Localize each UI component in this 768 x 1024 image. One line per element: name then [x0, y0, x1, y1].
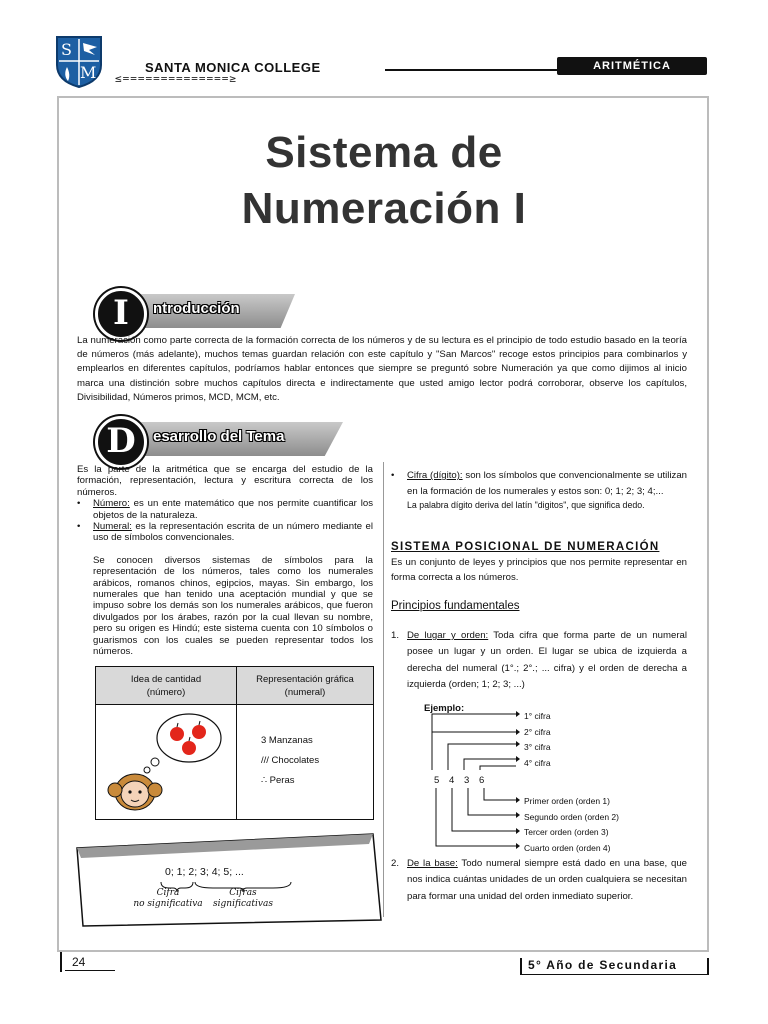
bullet-cifra: [391, 468, 687, 499]
lugar-orden-definition: Toda cifra que forma parte de un numeral posee un lugar y un orden. El lugar se ubica de izquierda a derecha del numeral (1°.; 2°.; ... cifra) y el orden de derecha a izquierda (orden; 1; 2; 3; ...): [407, 630, 688, 691]
principle-row: [391, 628, 687, 694]
header-text: Idea de cantidad: [130, 673, 202, 685]
sistema-heading: SISTEMA POSICIONAL DE NUMERACIÓN: [391, 541, 660, 553]
principle-text: [407, 628, 687, 694]
label-text: Cifra: [156, 888, 180, 898]
orden-label: Primer orden (orden 1): [524, 796, 610, 806]
cifra-labels: [524, 709, 551, 771]
banner-heading: ntroducción: [153, 300, 240, 317]
digit: 6: [479, 775, 485, 786]
principle-number: 1.: [391, 630, 400, 641]
left-column: [77, 464, 373, 658]
bullet-text: [407, 468, 687, 499]
cifra-note: La palabra dígito deriva del latín "digitos", que significa dedo.: [407, 500, 645, 510]
header-text: (número): [146, 686, 186, 698]
banner-initial: I: [95, 288, 147, 340]
principle-1: [391, 628, 687, 694]
principios-heading: Principios fundamentales: [391, 600, 520, 612]
right-column-top: [391, 468, 687, 511]
bullet-dot: •: [77, 498, 81, 510]
cifra-box: [73, 830, 385, 930]
row-peras: ∴ Peras: [261, 775, 295, 786]
cifra-definition: son los símbolos que convencionalmente se utilizan en la formación de los numerales y estos son: 0; 1; 2; 3; 4;...: [407, 470, 687, 497]
cifra-label-left: [128, 888, 208, 910]
title-line-2: Numeración I: [241, 184, 527, 233]
numeral-cell: [237, 705, 374, 820]
numero-definition: es un ente matemático que nos permite cuantificar los objetos de la naturaleza.: [93, 498, 373, 521]
bullet-dot: •: [77, 521, 81, 533]
grade-label: 5° Año de Secundaria: [528, 958, 678, 972]
banner-initial: D: [95, 416, 147, 468]
footer-rule: [65, 970, 115, 971]
row-chocolates: /// Chocolates: [261, 755, 320, 766]
bullet-dot: •: [391, 470, 395, 481]
banner-heading: esarrollo del Tema: [153, 428, 285, 445]
cifra-digits: 0; 1; 2; 3; 4; 5; ...: [165, 866, 244, 878]
term-base: De la base:: [407, 858, 458, 869]
cifra-label: 1° cifra: [524, 711, 551, 721]
table-header-cell: [96, 667, 237, 705]
header-decoration: ≤==============≥: [115, 72, 237, 85]
subject-tab: ARITMÉTICA: [557, 57, 707, 75]
cifra-label: 4° cifra: [524, 757, 551, 768]
term-cifra: Cifra (dígito):: [407, 470, 463, 481]
page-number: 24: [72, 955, 86, 969]
base-definition: Todo numeral siempre está dado en una base, que nos indica cuántas unidades de un orden cualquiera se necesitan para formar una unidad del orden inmediato superior.: [407, 858, 688, 902]
ejemplo-label: Ejemplo:: [424, 703, 465, 714]
desarrollo-banner: [95, 420, 345, 461]
orden-label: Cuarto orden (orden 4): [524, 842, 611, 853]
label-text: significativas: [213, 899, 273, 909]
bullet-numero: [77, 498, 373, 521]
term-numeral: Numeral:: [93, 521, 132, 533]
term-lugar-orden: De lugar y orden:: [407, 630, 489, 641]
title-line-1: Sistema de: [265, 128, 503, 177]
header-text: (numeral): [284, 686, 326, 698]
orden-label: Segundo orden (orden 2): [524, 811, 619, 822]
label-text: no significativa: [133, 899, 203, 909]
label-text: Cifras: [229, 888, 257, 898]
digit: 5: [434, 775, 440, 786]
bullet-text: [93, 521, 373, 544]
bullet-text: [93, 498, 373, 521]
principle-row: [391, 856, 687, 905]
intro-paragraph: La numeración como parte correcta de la formación correcta de los números y de su lectura es el principio de todo estudio basado en la teoría de números (más adelante), muchos temas guardan relación con este capítulo y "San Marcos" recoge estos principios para combinarlos y emplearlos en diferentes capítulos, podríamos hablar entonces que siempre se preguntó sobre Numeración ya que como dijimos al inicio marca una distinción sobre muchos capítulos directa e indirectamente que usted amigo lector podrá corroborar, observe los capítulos, Divisibilidad, Números primos, MCD, MCM, etc.: [77, 335, 687, 403]
term-numero: Número:: [93, 498, 130, 510]
principle-text: [407, 856, 687, 905]
header-rule: [385, 69, 560, 71]
cifra-label: 3° cifra: [524, 742, 551, 752]
header-text: Representación gráfica: [256, 673, 354, 685]
logo-letter-m: M: [80, 63, 97, 82]
orden-labels: [524, 794, 619, 856]
intro-banner: [95, 292, 295, 333]
cifra-label: 2° cifra: [524, 726, 551, 737]
sistema-paragraph: Es un conjunto de leyes y principios que nos permite representar en forma correcta a los números.: [391, 557, 687, 583]
cifra-label-right: [203, 888, 283, 910]
numeral-definition: es la representación escrita de un número mediante el uso de símbolos convencionales.: [93, 521, 373, 544]
idea-table: [95, 666, 374, 820]
logo-letter-s: S: [61, 40, 72, 59]
systems-paragraph: Se conocen diversos sistemas de símbolos para la representación de los números, tales como los numerales arábicos, romanos chinos, egipcios, mayas. Sin embargo, los numerales que han tenido una aceptación mundial y que se impuso sobre los demás son los numerales arábicos, que fueron divulgados por los árabes, razón por la cual llevan su nombre, pero su origen es Hindú; este sistema cuenta con 10 símbolos o guarismos con los cuales se pueden representar todos los números.: [93, 554, 373, 658]
page-title: [70, 125, 698, 237]
bullet-numeral: [77, 521, 373, 544]
ejemplo-digits: [434, 775, 494, 786]
digit: 4: [449, 775, 455, 786]
illustration-cell: [96, 705, 237, 820]
orden-label: Tercer orden (orden 3): [524, 827, 609, 837]
row-manzanas: 3 Manzanas: [261, 735, 313, 746]
principle-2: [391, 856, 687, 905]
digit: 3: [464, 775, 470, 786]
college-name: SANTA MONICA COLLEGE: [145, 60, 321, 75]
footer-left-mark: [60, 952, 62, 972]
table-header-cell: [237, 667, 374, 705]
definition-paragraph: Es la parte de la aritmética que se encarga del estudio de la formación, representación, lectura y escritura correcta de los números.: [77, 464, 373, 498]
girl-apples-illustration: [97, 706, 235, 818]
principle-number: 2.: [391, 858, 400, 869]
